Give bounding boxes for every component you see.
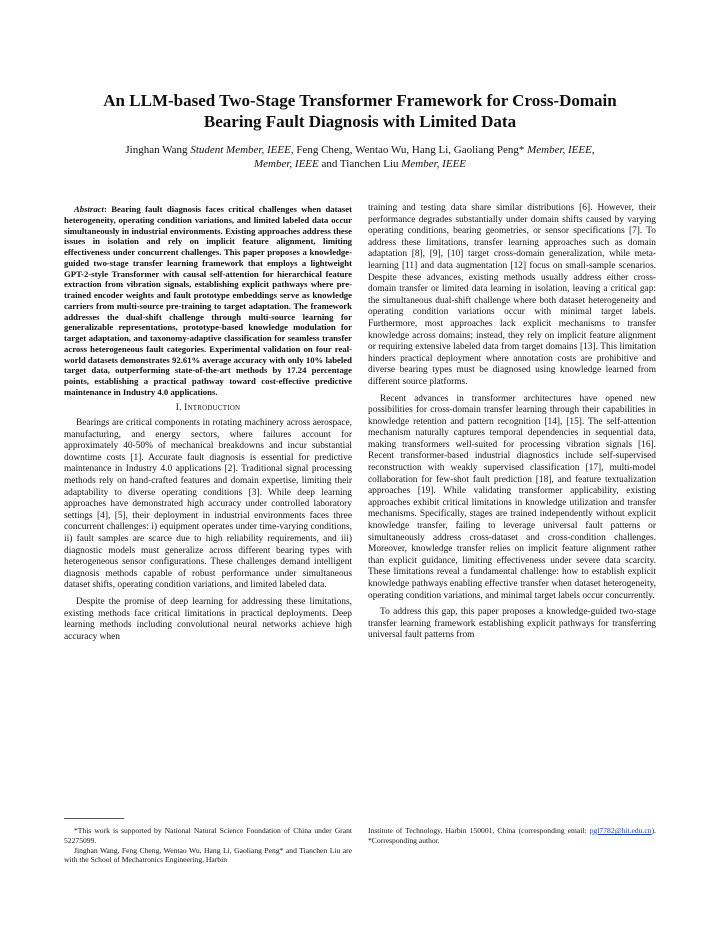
author-names: , Feng Cheng, Wentao Wu, Hang Li, Gaoliang Peng* bbox=[290, 144, 525, 156]
abstract-text: : Bearing fault diagnosis faces critical challenges when dataset heterogeneity, operating condition variations, and limited labeled data occur simultaneously in industrial environments. Existing approaches address these issues in isolation and rely on implicit feature alignment, limiting effectiveness under concurrent challenges. This paper proposes a knowledge-guided two-stage transfer learning framework that employs a lightweight GPT-2-style Transformer with causal self-attention for hierarchical feature extraction from vibration signals, establishing explicit pathways where pre-trained encoder weights and fault prototype embeddings serve as knowledge carriers from multi-source pre-training to target adaptation. The framework addresses the dual-shift challenge through multi-source learning for generalizable representations, prototype-based knowledge modulation for target adaptation, and taxonomy-adaptive classification for seamless transfer across heterogeneous fault categories. Experimental validation on four real-world datasets demonstrates 92.61% average accuracy with only 10% labeled target data, outperforming state-of-the-art methods by 17.24 percentage points, establishing a practical pathway toward cost-effective predictive maintenance in Industry 4.0 applications. bbox=[64, 204, 352, 397]
abstract bbox=[64, 204, 352, 398]
author-name: and Tianchen Liu bbox=[321, 158, 399, 170]
body-paragraph: To address this gap, this paper proposes a knowledge-guided two-stage transfer learning framework establishing explicit pathways for transferring universal fault patterns from bbox=[368, 607, 656, 641]
body-paragraph: training and testing data share similar distributions [6]. However, their performance degrades substantially under domain shifts caused by varying operating conditions, bearing geometries, or sensor specifications [7]. To address these limitations, transfer learning approaches such as domain adaptation [8], [9], [10] target cross-domain generalization, while meta-learning [11] and data augmentation [12] focus on small-sample scenarios. Despite these advances, existing methods usually address either cross-domain transfer or limited data learning in isolation, leaving a critical gap: the simultaneous dual-shift challenge where both dataset heterogeneity and operating condition variations occur with minimal target labels. Furthermore, most approaches lack explicit mechanisms to transfer knowledge across domains; instead, they rely on implicit feature alignment or requiring extensive labeled data from target domains [13]. This limitation hinders practical deployment where annotation costs are prohibitive and diverse bearing types must be diagnosed using knowledge learned from different source platforms. bbox=[368, 203, 656, 387]
section-title: Introduction bbox=[184, 402, 241, 413]
footnote-right bbox=[368, 826, 656, 846]
body-paragraph: Despite the promise of deep learning for addressing these limitations, existing methods face critical limitations in practical deployments. Deep learning methods including convolutional neural networks achieve high accuracy when bbox=[64, 597, 352, 642]
author-role: Student Member, IEEE bbox=[190, 144, 291, 156]
author-name: Jinghan Wang bbox=[125, 144, 188, 156]
right-column bbox=[368, 203, 656, 803]
left-column bbox=[64, 204, 352, 804]
paper-title: An LLM-based Two-Stage Transformer Framework for Cross-Domain Bearing Fault Diagnosis with Limited Data bbox=[103, 91, 617, 131]
author-role: Member, IEEE bbox=[401, 158, 467, 170]
author-role: Member, IEEE bbox=[527, 144, 592, 156]
affiliation-text: Institute of Technology, Harbin 150001, China (corresponding email: bbox=[368, 826, 590, 835]
section-numeral: I. bbox=[175, 402, 182, 413]
author-role: Member, IEEE bbox=[253, 158, 319, 170]
email-link[interactable]: pgl7782@hit.edu.cn bbox=[589, 826, 652, 835]
affiliation-note-continued bbox=[368, 826, 656, 846]
affiliation-note: Jinghan Wang, Feng Cheng, Wentao Wu, Hang Li, Gaoliang Peng* and Tianchen Liu are with the School of Mechatronics Engineering, Harbin bbox=[64, 845, 352, 865]
section-heading-introduction bbox=[64, 403, 352, 415]
funding-note: *This work is supported by National Natural Science Foundation of China under Grant 52275099. bbox=[64, 826, 352, 845]
body-paragraph: Bearings are critical components in rotating machinery across aerospace, manufacturing, and energy sectors, where failures account for approximately 40-50% of mechanical breakdowns and incur substantial downtime costs [1]. Accurate fault diagnosis is essential for predictive maintenance in Industry 4.0 applications [2]. Traditional signal processing methods rely on hand-crafted features and domain expertise, limiting their adaptability to diverse operating conditions [3]. While deep learning approaches have demonstrated high accuracy under controlled laboratory settings [4], [5], their deployment in industrial environments faces three concurrent challenges: i) equipment operates under time-varying conditions, ii) fault samples are scarce due to high reliability requirements, and iii) diagnostic models must generalize across different bearing types with heterogeneous sensor configurations. These challenges demand intelligent diagnosis methods capable of robust performance under simultaneous dataset shifts, operating condition variations, and limited labeled data. bbox=[64, 418, 352, 591]
footnote-rule bbox=[64, 818, 124, 819]
body-paragraph: Recent advances in transformer architectures have opened new possibilities for cross-domain transfer learning through their capabilities in knowledge retention and pattern recognition [14], [15]. The self-attention mechanism naturally captures temporal dependencies in sequential data, making transformers well-suited for processing vibration signals [16]. Recent transformer-based industrial diagnostics include self-supervised reconstruction with weakly supervised classification [17], multi-model collaboration for few-shot fault prediction [18], and feature textualization approaches [19]. While validating transformer applicability, existing approaches exhibit critical limitations in knowledge utilization and transfer mechanisms. Specifically, stages are trained independently without explicit knowledge transfer, failing to leverage universal fault patterns or simultaneously address cross-dataset and cross-condition challenges. Moreover, knowledge transfer relies on implicit feature alignment rather than explicit guidance, limiting effectiveness under severe data scarcity. These limitations reveal a fundamental challenge: how to establish explicit knowledge pathways enabling effective transfer when dataset heterogeneity, operating condition variations, and minimal target labels occur concurrently. bbox=[368, 393, 656, 601]
abstract-label: Abstract bbox=[74, 204, 104, 214]
author-list: Jinghan Wang Student Member, IEEE, Feng Cheng, Wentao Wu, Hang Li, Gaoliang Peng* Member, IEEE, Member, IEEE and Tianchen Liu Member, IEEE bbox=[125, 144, 595, 170]
corresponding-author-text: ). *Corresponding author. bbox=[368, 826, 656, 845]
footnote-left bbox=[64, 826, 352, 865]
